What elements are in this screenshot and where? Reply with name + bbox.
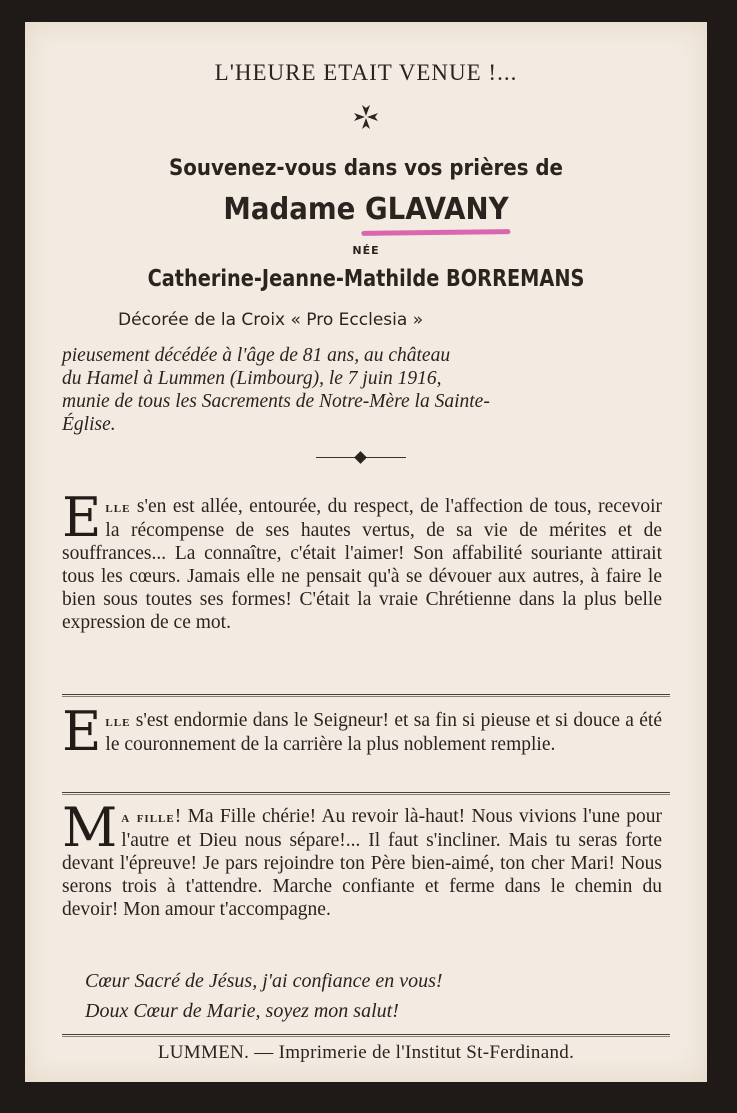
maltese-cross-svg [351, 102, 381, 132]
paragraph-text: s'est endormie dans le Seigneur! et sa fin si pieuse et si douce a été le couronnement de la carrière la plus noblement remplie. [105, 710, 662, 755]
death-notice [62, 344, 674, 436]
small-caps-lead: lle [105, 713, 131, 730]
divider [62, 1034, 670, 1037]
drop-cap: M [62, 796, 118, 859]
ornament-divider [316, 454, 406, 462]
death-line-4: Église. [62, 414, 116, 435]
small-caps-lead: a fille [121, 809, 175, 826]
heading-heure: L'HEURE ETAIT VENUE !... [214, 60, 518, 85]
maltese-cross-icon [25, 102, 707, 139]
surname: GLAVANY [364, 192, 509, 227]
death-line-1: pieusement décédée à l'âge de 81 ans, au château [62, 345, 451, 366]
paragraph-text: ! Ma Fille chérie! Au revoir là-haut! Nous vivions l'une pour l'autre et Dieu nous sépare!... Il faut s'incliner. Mais tu seras forte devant l'épreuve! Je pars rejoindre ton Père bien-aimé, ton cher Mari! Nous serons trois à t'attendre. Marche confiante et ferme dans le chemin du devoir! Mon amour t'accompagne. [62, 806, 662, 920]
death-line-2: du Hamel à Lummen (Limbourg), le 7 juin 1916, [62, 368, 442, 389]
printer-credit: LUMMEN. — Imprimerie de l'Institut St-Ferdinand. [157, 1042, 575, 1063]
divider [62, 792, 670, 795]
paragraph-text: s'en est allée, entourée, du respect, de l'affection de tous, recevoir la récompense de ses hautes vertus, de sa vie de mérites et de souffrances... La connaître, c'était l'aimer! Son affabilité souriante attirait tous les cœurs. Jamais elle ne pensait qu'à se dévouer aux autres, à faire le bien sous toutes ses formes! C'était la vraie Chrétienne dans la plus belle expression de ce mot. [62, 496, 662, 633]
deceased-title [52, 192, 679, 227]
paragraph-2 [62, 700, 662, 763]
memorial-card [25, 22, 707, 1082]
paragraph-3 [62, 796, 662, 921]
ornament-diamond-icon [354, 451, 367, 464]
divider [62, 694, 670, 697]
drop-cap: E [62, 700, 102, 763]
paragraph-1 [62, 486, 662, 634]
drop-cap: E [62, 486, 102, 549]
title-prefix: Madame [223, 192, 365, 227]
maiden-name: Catherine-Jeanne-Mathilde BORREMANS [147, 266, 585, 292]
decoration-line: Décorée de la Croix « Pro Ecclesia » [118, 310, 424, 330]
prayer-line-2: Doux Cœur de Marie, soyez mon salut! [85, 1000, 399, 1022]
remember-line: Souvenez-vous dans vos prières de [169, 156, 563, 181]
prayer-line-1: Cœur Sacré de Jésus, j'ai confiance en vous! [85, 970, 443, 992]
nee-label: NÉE [352, 244, 380, 257]
death-line-3: munie de tous les Sacrements de Notre-Mère la Sainte- [62, 391, 490, 412]
small-caps-lead: lle [105, 499, 131, 516]
